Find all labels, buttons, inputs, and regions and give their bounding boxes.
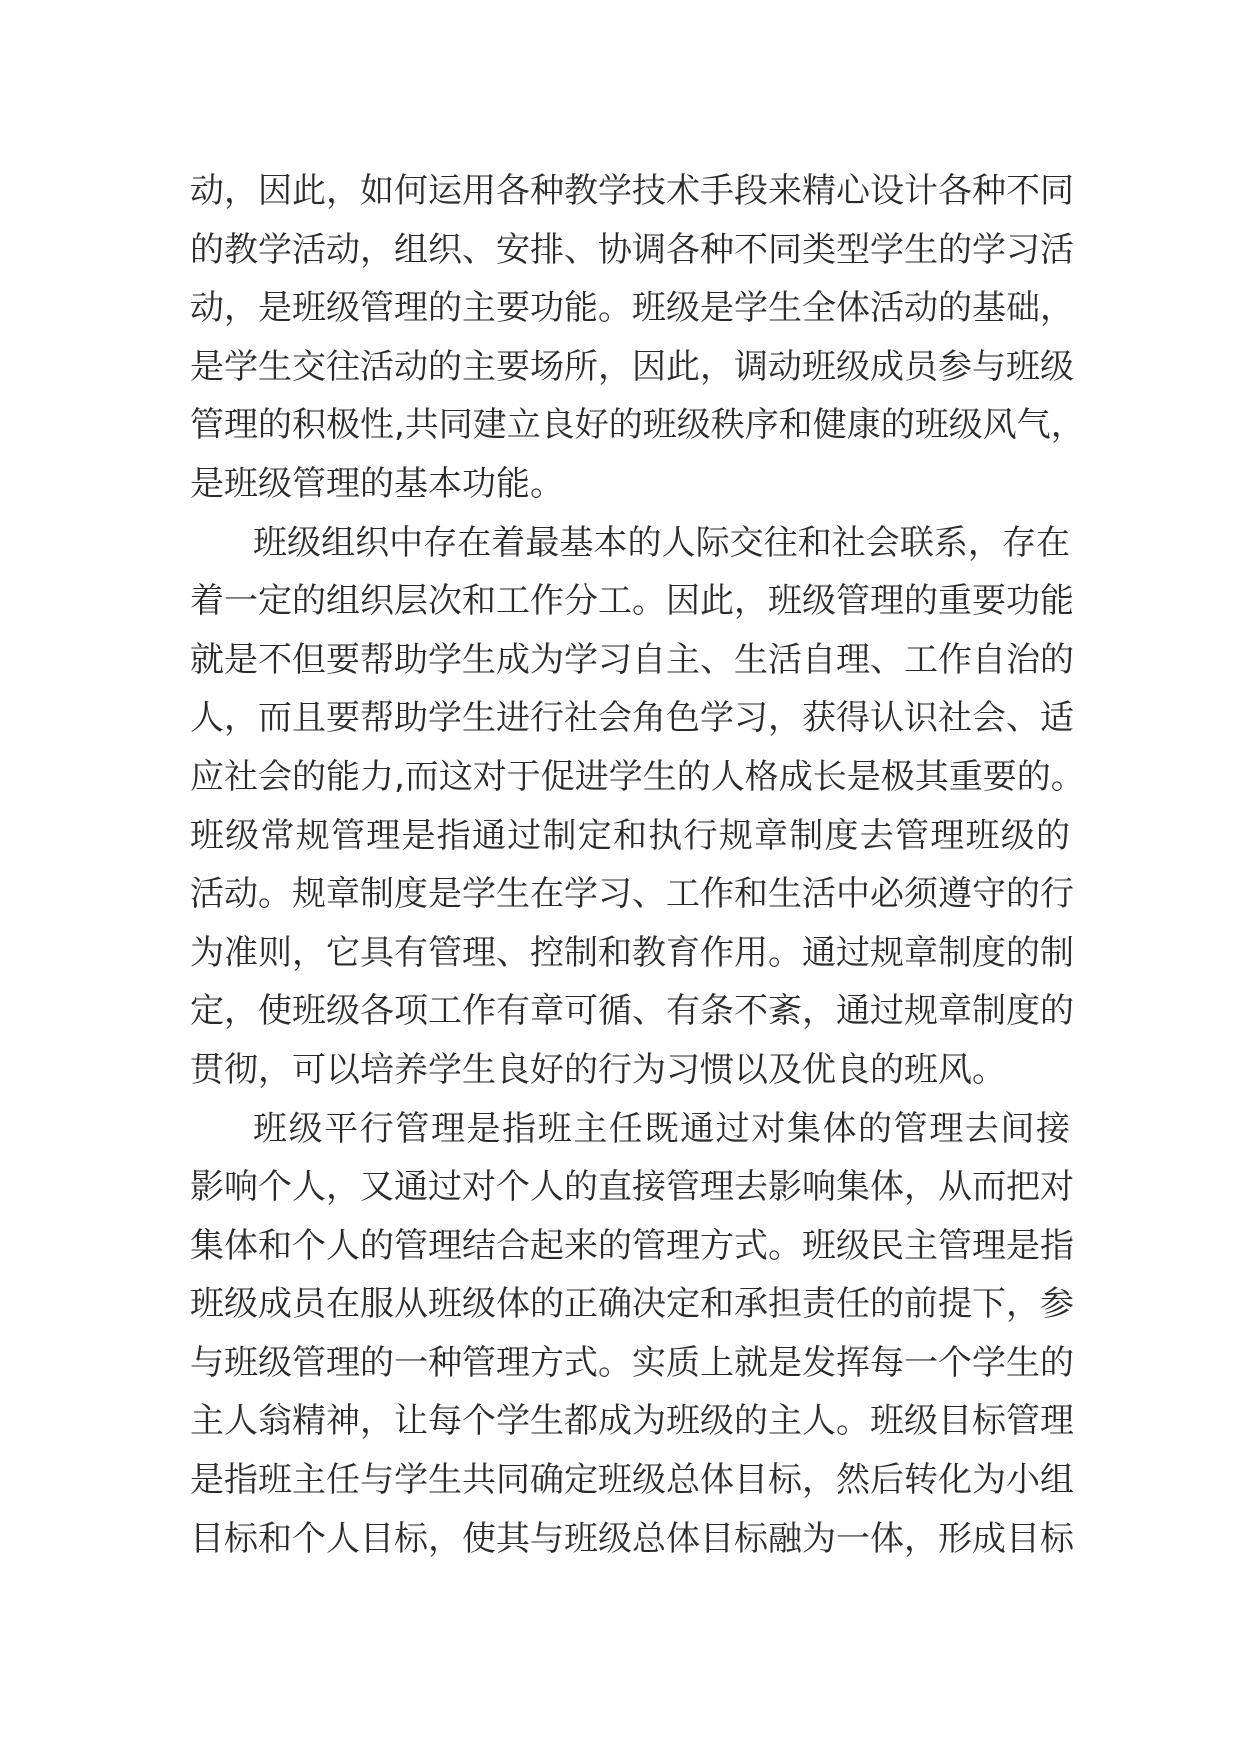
text-line: 集体和个人的管理结合起来的管理方式。班级民主管理是指 <box>190 1225 1074 1266</box>
text-line: 班级成员在服从班级体的正确决定和承担责任的前提下，参 <box>190 1284 1074 1325</box>
text-line: 定，使班级各项工作有章可循、有条不紊，通过规章制度的 <box>190 991 1074 1032</box>
text-line: 管理的积极性,共同建立良好的班级秩序和健康的班级风气， <box>190 405 1085 446</box>
text-line: 是班级管理的基本功能。 <box>190 463 564 504</box>
text-line: 贯彻，可以培养学生良好的行为习惯以及优良的班风。 <box>190 1049 1006 1090</box>
text-line: 动，因此，如何运用各种教学技术手段来精心设计各种不同 <box>190 171 1074 211</box>
text-line: 动，是班级管理的主要功能。班级是学生全体活动的基础， <box>190 288 1074 329</box>
text-line: 就是不但要帮助学生成为学习自主、生活自理、工作自治的 <box>190 639 1074 680</box>
text-line: 与班级管理的一种管理方式。实质上就是发挥每一个学生的 <box>190 1342 1074 1383</box>
text-line: 是指班主任与学生共同确定班级总体目标，然后转化为小组 <box>190 1460 1074 1501</box>
text-line: 应社会的能力,而这对于促进学生的人格成长是极其重要的。 <box>190 756 1085 797</box>
text-line: 目标和个人目标，使其与班级总体目标融为一体，形成目标 <box>190 1518 1074 1559</box>
text-line: 人，而且要帮助学生进行社会角色学习，获得认识社会、适 <box>190 698 1074 739</box>
text-line: 为准则，它具有管理、控制和教育作用。通过规章制度的制 <box>190 932 1074 973</box>
paragraph-first-line: 班级组织中存在着最基本的人际交往和社会联系，存在 <box>253 522 1070 563</box>
text-line: 活动。规章制度是学生在学习、工作和生活中必须遵守的行 <box>190 874 1074 915</box>
text-line: 主人翁精神，让每个学生都成为班级的主人。班级目标管理 <box>190 1401 1074 1442</box>
text-line: 影响个人，又通过对个人的直接管理去影响集体，从而把对 <box>190 1167 1074 1208</box>
text-line: 班级常规管理是指通过制定和执行规章制度去管理班级的 <box>190 815 1070 856</box>
text-line: 着一定的组织层次和工作分工。因此，班级管理的重要功能 <box>190 581 1074 622</box>
paragraph-first-line: 班级平行管理是指班主任既通过对集体的管理去间接 <box>253 1108 1070 1149</box>
text-line: 的教学活动，组织、安排、协调各种不同类型学生的学习活 <box>190 229 1074 270</box>
document-body <box>190 162 1085 1568</box>
text-line: 是学生交往活动的主要场所，因此，调动班级成员参与班级 <box>190 346 1074 387</box>
